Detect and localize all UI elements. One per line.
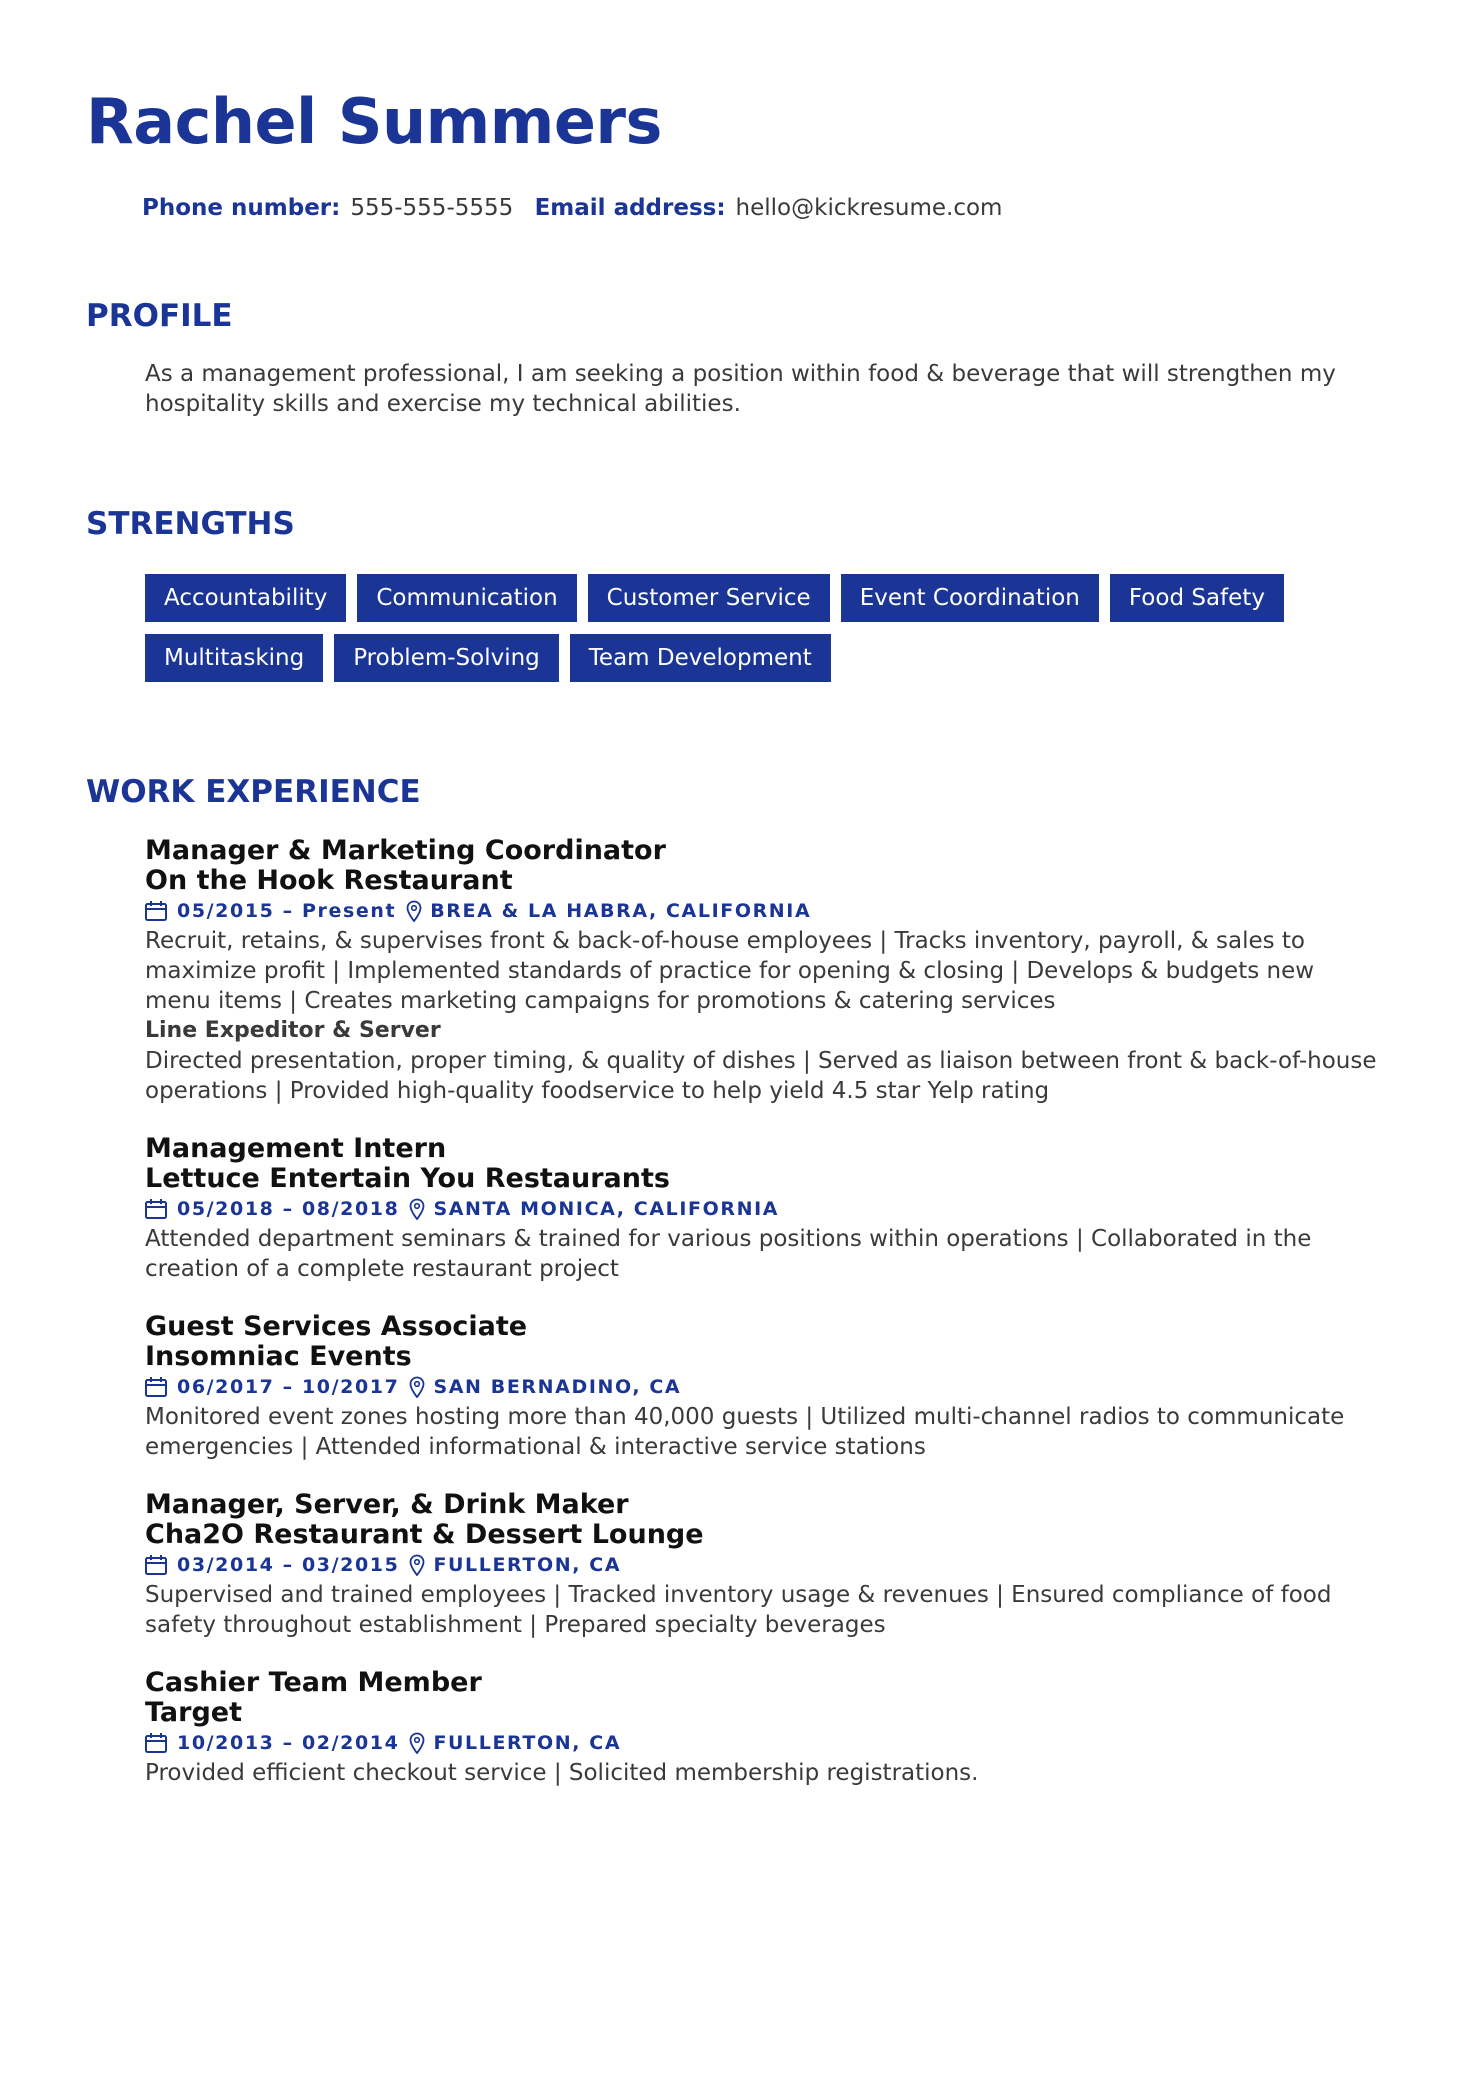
strength-tag: Team Development xyxy=(570,634,831,682)
strengths-row xyxy=(145,574,1385,622)
job-entry xyxy=(145,835,1385,1106)
job-sub-role: Line Expeditor & Server xyxy=(145,1018,441,1043)
job-dates: 05/2018 – 08/2018 xyxy=(177,1198,400,1220)
strength-tag: Communication xyxy=(357,574,576,622)
work-experience-heading: WORK EXPERIENCE xyxy=(86,774,421,810)
strength-tag: Customer Service xyxy=(588,574,830,622)
job-entry xyxy=(145,1311,1385,1462)
job-entry xyxy=(145,1133,1385,1284)
job-meta xyxy=(145,1550,1385,1580)
location-pin-icon xyxy=(406,900,422,922)
strengths-tags xyxy=(145,574,1385,694)
job-title: Manager, Server, & Drink Maker xyxy=(145,1489,629,1520)
job-title: Guest Services Associate xyxy=(145,1311,528,1342)
profile-heading: PROFILE xyxy=(86,298,233,334)
job-location: FULLERTON, CA xyxy=(433,1554,622,1576)
strength-tag: Accountability xyxy=(145,574,346,622)
job-description: Provided efficient checkout service | Solicited membership registrations. xyxy=(145,1760,979,1786)
location-pin-icon xyxy=(409,1732,425,1754)
strength-tag: Food Safety xyxy=(1110,574,1284,622)
job-dates: 06/2017 – 10/2017 xyxy=(177,1376,400,1398)
phone-label: Phone number: xyxy=(142,195,341,221)
job-description: Monitored event zones hosting more than 40,000 guests | Utilized multi-channel radios to communicate emergencies | Attended informational & interactive service stations xyxy=(145,1404,1345,1460)
email-value: hello@kickresume.com xyxy=(735,195,1003,221)
job-location: FULLERTON, CA xyxy=(433,1732,622,1754)
job-meta xyxy=(145,1728,1385,1758)
job-entry xyxy=(145,1667,1385,1788)
job-sub-description: Directed presentation, proper timing, & quality of dishes | Served as liaison between front & back-of-house operations | Provided high-quality foodservice to help yield 4.5 star Yelp rating xyxy=(145,1048,1377,1104)
calendar-icon xyxy=(145,1733,167,1753)
strengths-heading: STRENGTHS xyxy=(86,506,295,542)
profile-text: As a management professional, I am seeking a position within food & beverage that will strengthen my hospitality skills and exercise my technical abilities. xyxy=(145,361,1336,417)
job-company: Cha2O Restaurant & Dessert Lounge xyxy=(145,1519,704,1550)
job-dates: 10/2013 – 02/2014 xyxy=(177,1732,400,1754)
calendar-icon xyxy=(145,1377,167,1397)
candidate-name: Rachel Summers xyxy=(86,85,662,158)
job-description: Attended department seminars & trained for various positions within operations | Collaborated in the creation of a complete restaurant project xyxy=(145,1226,1312,1282)
location-pin-icon xyxy=(409,1198,425,1220)
job-dates: 05/2015 – Present xyxy=(177,900,397,922)
strength-tag: Problem-Solving xyxy=(334,634,559,682)
location-pin-icon xyxy=(409,1376,425,1398)
job-location: SAN BERNADINO, CA xyxy=(433,1376,682,1398)
job-meta xyxy=(145,1372,1385,1402)
job-location: BREA & LA HABRA, CALIFORNIA xyxy=(430,900,812,922)
job-title: Manager & Marketing Coordinator xyxy=(145,835,666,866)
job-company: Target xyxy=(145,1697,243,1728)
strengths-row xyxy=(145,634,1385,682)
phone-value: 555-555-5555 xyxy=(350,195,514,221)
job-dates: 03/2014 – 03/2015 xyxy=(177,1554,400,1576)
calendar-icon xyxy=(145,1199,167,1219)
job-company: Insomniac Events xyxy=(145,1341,412,1372)
job-title: Management Intern xyxy=(145,1133,447,1164)
contact-line xyxy=(142,192,1016,224)
strength-tag: Event Coordination xyxy=(841,574,1099,622)
job-title: Cashier Team Member xyxy=(145,1667,482,1698)
job-description: Supervised and trained employees | Tracked inventory usage & revenues | Ensured compliance of food safety throughout establishment | Prepared specialty beverages xyxy=(145,1582,1332,1638)
job-meta xyxy=(145,896,1385,926)
job-location: SANTA MONICA, CALIFORNIA xyxy=(433,1198,780,1220)
job-entry xyxy=(145,1489,1385,1640)
email-label: Email address: xyxy=(534,195,726,221)
job-company: On the Hook Restaurant xyxy=(145,865,513,896)
job-company: Lettuce Entertain You Restaurants xyxy=(145,1163,670,1194)
job-meta xyxy=(145,1194,1385,1224)
job-description: Recruit, retains, & supervises front & back-of-house employees | Tracks inventory, payroll, & sales to maximize profit | Implemented standards of practice for opening & closing | Develops & budgets new menu items | Creates marketing campaigns for promotions & catering services xyxy=(145,928,1315,1014)
calendar-icon xyxy=(145,901,167,921)
calendar-icon xyxy=(145,1555,167,1575)
strength-tag: Multitasking xyxy=(145,634,323,682)
location-pin-icon xyxy=(409,1554,425,1576)
